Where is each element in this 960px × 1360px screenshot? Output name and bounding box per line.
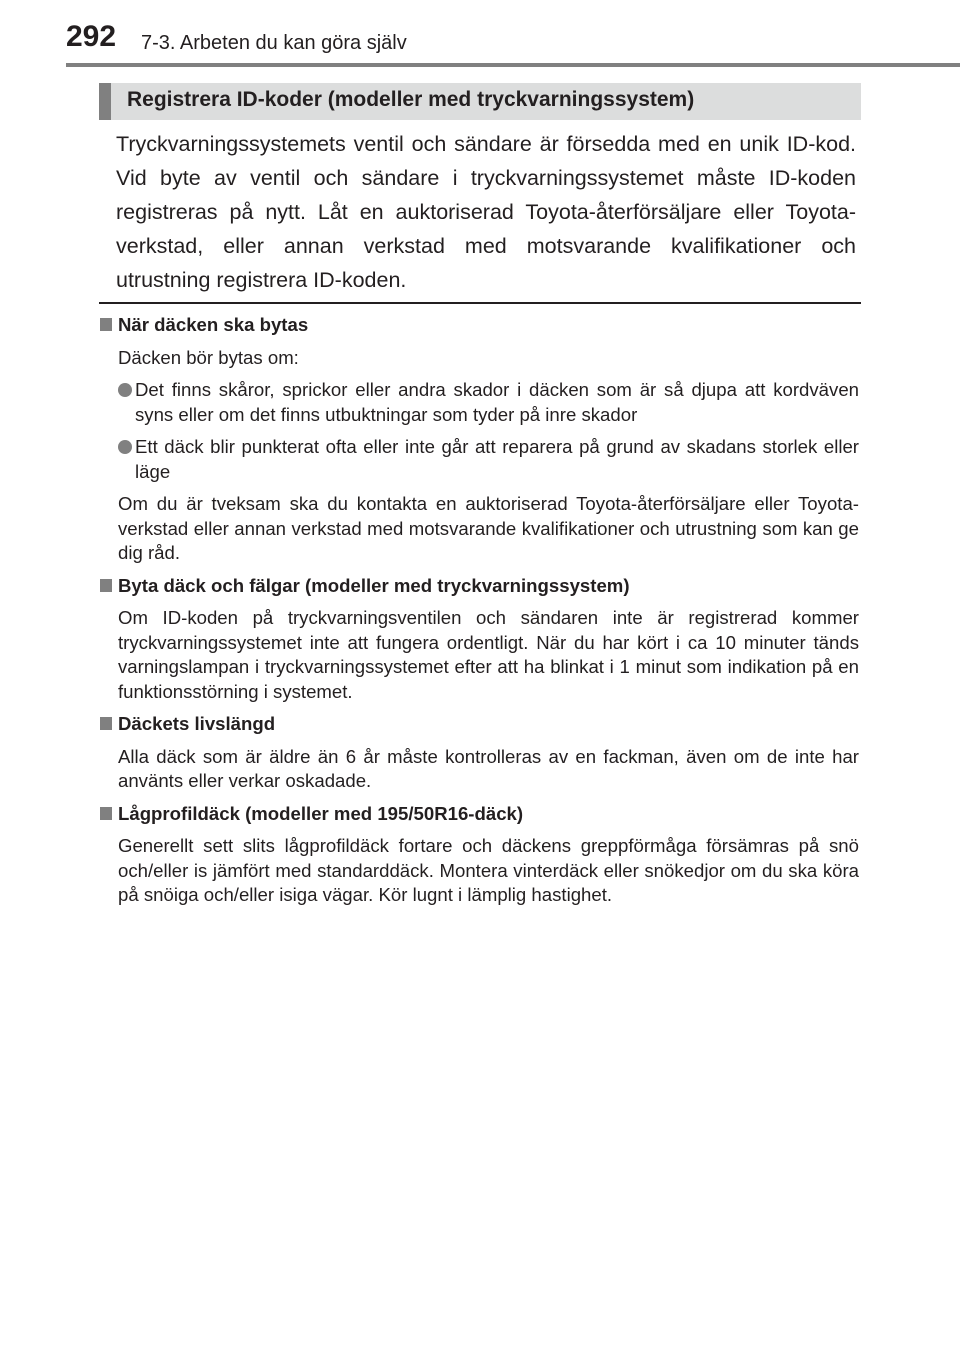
section-divider [99,302,861,304]
topic-intro: Däcken bör bytas om: [118,346,299,368]
topic-title: Lågprofildäck (modeller med 195/50R16-däck) [118,802,524,824]
square-bullet-icon [100,318,112,331]
section-title-box [99,83,861,120]
topics-list [99,313,859,916]
circle-bullet-icon [118,440,132,454]
topic-wheel-change [99,574,859,705]
list-item [118,435,859,484]
section-intro: Tryckvarningssystemets ventil och sändare är försedda med en unik ID-kod. Vid byte av ventil och sändare i tryckvarningssystemet måste ID-koden registreras på nytt. Låt en auktoriserad Toyota-återförsäljare eller Toyota-verkstad, eller annan verkstad med motsvarande kvalifikationer och utrustning registrera ID-koden. [116,132,856,292]
topic-body: Om ID-koden på tryckvarningsventilen och sändaren inte är registrerad kommer tryckvarningssystemet inte att fungera ordentligt. När du har kört i ca 10 minuter tänds varningslampan i tryckvarningssystemet efter att ha blinkat i 1 minut som indikation på en funktionsstörning i systemet. [118,607,859,702]
square-bullet-icon [100,807,112,820]
circle-bullet-icon [118,383,132,397]
topic-tire-replacement [99,313,859,566]
topic-heading [99,313,859,338]
topic-title: Byta däck och fälgar (modeller med tryckvarningssystem) [118,574,630,596]
topic-body: Alla däck som är äldre än 6 år måste kontrolleras av en fackman, även om de inte har använts eller verkar oskadade. [118,745,859,791]
page-header [0,0,960,70]
page-number: 292 [66,20,117,53]
topic-body: Generellt sett slits lågprofildäck fortare och däckens greppförmåga försämras på snö och/eller is jämfört med standarddäck. Montera vinterdäck eller snökedjor om du ska köra på snöiga och/eller isiga vägar. Kör lugnt i lämplig hastighet. [118,835,859,905]
topic-outro: Om du är tveksam ska du kontakta en auktoriserad Toyota-återförsäljare eller Toyota-verkstad eller annan verkstad med motsvarande kvalifikationer och utrustning som kan ge dig råd. [118,493,859,563]
topic-heading [99,802,859,827]
list-item [118,378,859,427]
topic-tire-lifespan [99,712,859,794]
square-bullet-icon [100,579,112,592]
section-title: Registrera ID-koder (modeller med tryckvarningssystem) [127,88,695,111]
list-item-text: Ett däck blir punkterat ofta eller inte går att reparera på grund av skadans storlek eller läge [135,436,859,482]
list-item-text: Det finns skåror, sprickor eller andra skador i däcken som är så djupa att kordväven syns eller om det finns utbuktningar som tyder på inre skador [135,379,859,425]
topic-title: Däckets livslängd [118,713,276,734]
topic-heading [99,712,859,737]
chapter-title: 7-3. Arbeten du kan göra själv [141,32,407,54]
square-bullet-icon [100,717,112,730]
topic-heading [99,574,859,599]
topic-title: När däcken ska bytas [118,314,309,335]
header-rule [66,63,960,67]
topic-low-profile-tires [99,802,859,908]
